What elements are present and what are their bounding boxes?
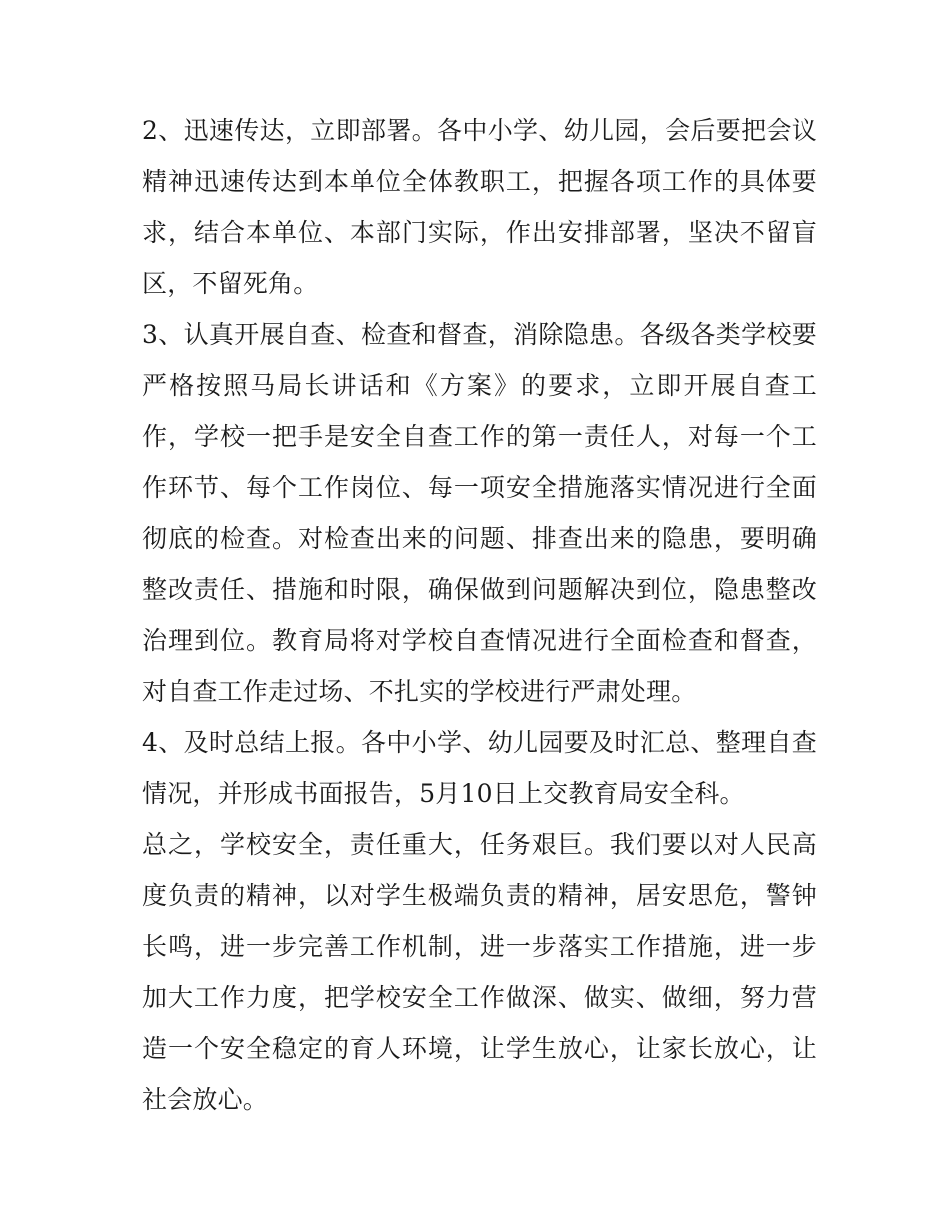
- paragraph-item-2: 2、迅速传达，立即部署。各中小学、幼儿园，会后要把会议精神迅速传达到本单位全体教职工，把握各项工作的具体要求，结合本单位、本部门实际，作出安排部署，坚决不留盲区，不留死角。: [142, 116, 817, 298]
- paragraph-item-3: 3、认真开展自查、检查和督查，消除隐患。各级各类学校要严格按照马局长讲话和《方案》的要求，立即开展自查工作，学校一把手是安全自查工作的第一责任人，对每一个工作环节、每个工作岗位、每一项安全措施落实情况进行全面彻底的检查。对检查出来的问题、排查出来的隐患，要明确整改责任、措施和时限，确保做到问题解决到位，隐患整改治理到位。教育局将对学校自查情况进行全面检查和督查，对自查工作走过场、不扎实的学校进行严肃处理。: [142, 320, 817, 706]
- paragraph-summary: 总之，学校安全，责任重大，任务艰巨。我们要以对人民高度负责的精神，以对学生极端负责的精神，居安思危，警钟长鸣，进一步完善工作机制，进一步落实工作措施，进一步加大工作力度，把学校安全工作做深、做实、做细，努力营造一个安全稳定的育人环境，让学生放心，让家长放心，让社会放心。: [142, 830, 817, 1114]
- paragraph-item-4: 4、及时总结上报。各中小学、幼儿园要及时汇总、整理自查情况，并形成书面报告，5月10日上交教育局安全科。: [142, 728, 817, 808]
- document-page: [142, 105, 817, 1125]
